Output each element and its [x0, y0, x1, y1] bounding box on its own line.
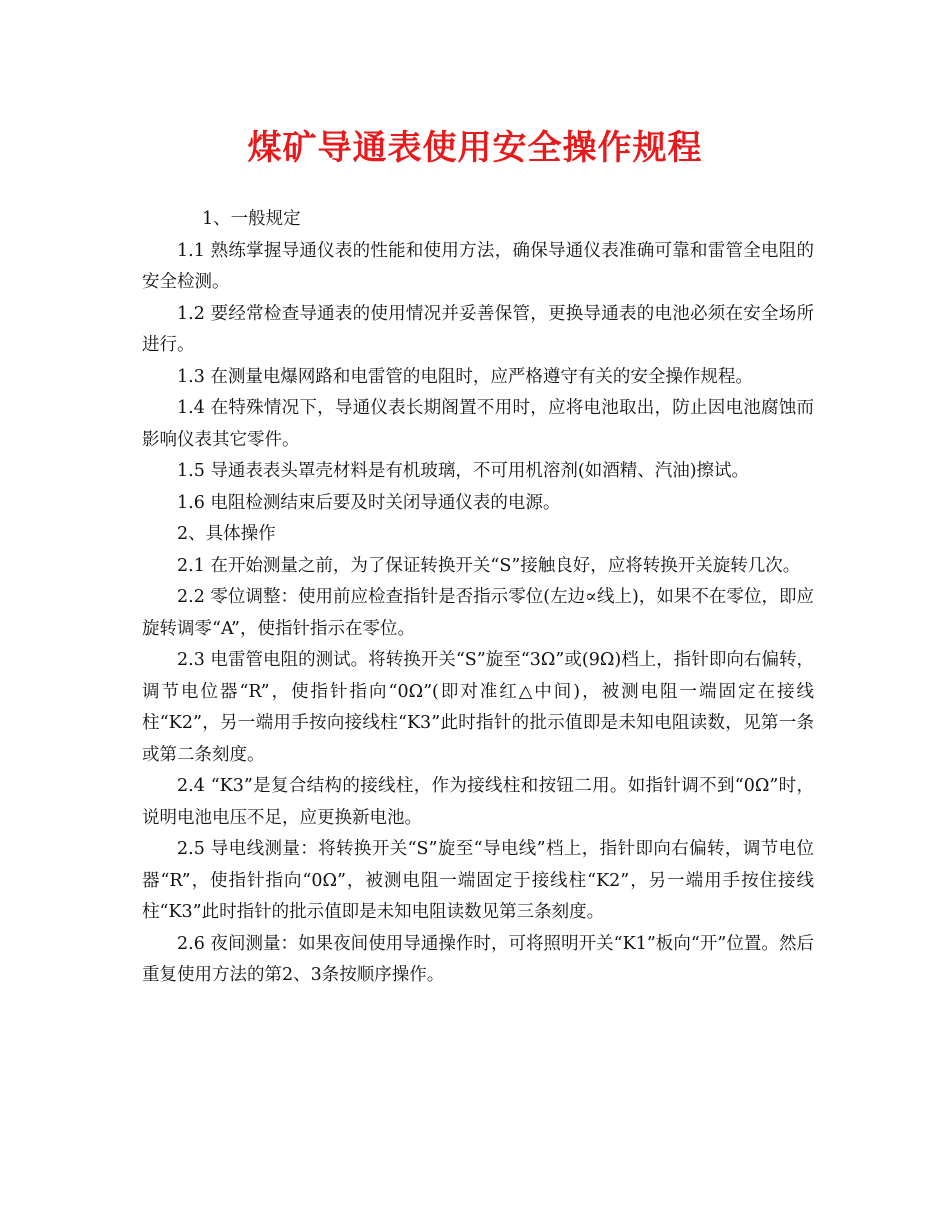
document-body — [142, 204, 814, 992]
paragraph: 2.1 在开始测量之前，为了保证转换开关“S”接触良好，应将转换开关旋转几次。 — [177, 555, 801, 576]
paragraph: 1.3 在测量电爆网路和电雷管的电阻时，应严格遵守有关的安全操作规程。 — [177, 366, 753, 387]
paragraph: 1.5 导通表表头罩壳材料是有机玻璃，不可用机溶剂(如酒精、汽油)擦试。 — [177, 461, 750, 481]
paragraph: 2.5 导电线测量：将转换开关“S”旋至“导电线”档上，指针即向右偏转，调节电位器“R”，使指针指向“0Ω”，被测电阻一端固定于接线柱“K2”，另一端用手按住接线柱“K3”此时指针的批示值即是未知电阻读数见第三条刻度。 — [142, 839, 814, 922]
paragraph: 1.4 在特殊情况下，导通仪表长期阁置不用时，应将电池取出，防止因电池腐蚀而影响仪表其它零件。 — [142, 398, 814, 450]
paragraph: 2.2 零位调整：使用前应检查指针是否指示零位(左边∝线上)，如果不在零位，即应旋转调零“A”，使指针指示在零位。 — [142, 587, 814, 639]
document-title: 煤矿导通表使用安全操作规程 — [247, 128, 703, 168]
section-heading: 2、具体操作 — [177, 524, 276, 544]
paragraph: 1.1 熟练掌握导通仪表的性能和使用方法，确保导通仪表准确可靠和雷管全电阻的安全检测。 — [142, 240, 814, 292]
paragraph: 1.2 要经常检查导通表的使用情况并妥善保管，更换导通表的电池必须在安全场所进行。 — [142, 303, 814, 355]
paragraph: 2.6 夜间测量：如果夜间使用导通操作时，可将照明开关“K1”板向“开”位置。然后重复使用方法的第2、3条按顺序操作。 — [142, 933, 814, 985]
section-heading: 1、一般规定 — [202, 209, 301, 229]
paragraph: 2.4 “K3”是复合结构的接线柱，作为接线柱和按钮二用。如指针调不到“0Ω”时，说明电池电压不足，应更换新电池。 — [142, 776, 814, 828]
paragraph: 1.6 电阻检测结束后要及时关闭导通仪表的电源。 — [177, 492, 561, 513]
paragraph: 2.3 电雷管电阻的测试。将转换开关“S”旋至“3Ω”或(9Ω)档上，指针即向右偏转，调节电位器“R”，使指针指向“0Ω”(即对准红△中间)，被测电阻一端固定在接线柱“K2”，另一端用手按向接线柱“K3”此时指针的批示值即是未知电阻读数，见第一条或第二条刻度。 — [142, 650, 814, 765]
